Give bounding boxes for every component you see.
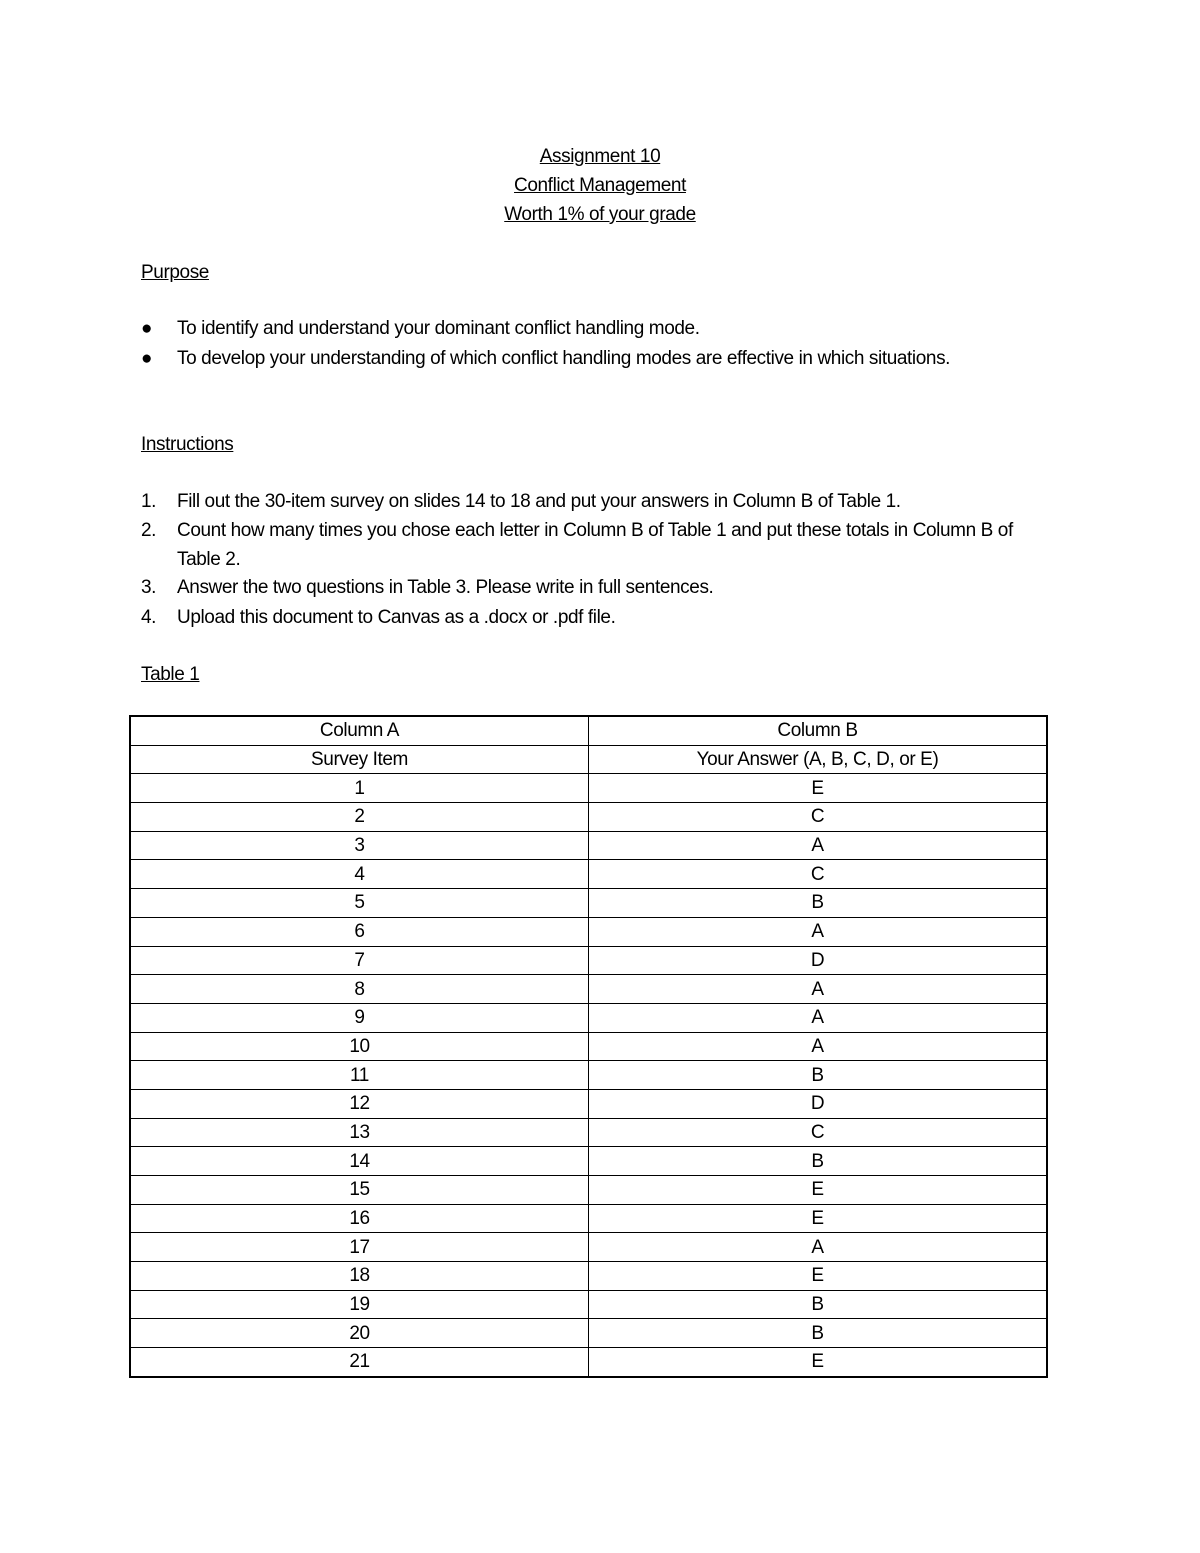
answer-cell: E <box>589 1348 1048 1377</box>
survey-item-cell: 21 <box>130 1348 589 1377</box>
survey-item-cell: 2 <box>130 803 589 832</box>
table-row <box>130 1147 1047 1176</box>
survey-item-cell: 18 <box>130 1262 589 1291</box>
purpose-heading: Purpose <box>141 262 209 283</box>
answer-cell: A <box>589 831 1048 860</box>
table-row <box>130 831 1047 860</box>
table-row <box>130 889 1047 918</box>
survey-item-cell: 4 <box>130 860 589 889</box>
instructions-heading: Instructions <box>141 434 234 455</box>
table-row <box>130 1061 1047 1090</box>
answer-cell: D <box>589 946 1048 975</box>
survey-item-cell: 14 <box>130 1147 589 1176</box>
answer-cell: D <box>589 1089 1048 1118</box>
bullet-icon: ● <box>141 318 153 339</box>
table-row <box>130 917 1047 946</box>
survey-item-cell: 11 <box>130 1061 589 1090</box>
survey-item-cell: 7 <box>130 946 589 975</box>
answer-cell: E <box>589 774 1048 803</box>
answer-cell: B <box>589 1147 1048 1176</box>
grade-weight: Worth 1% of your grade <box>504 204 696 225</box>
answer-cell: C <box>589 803 1048 832</box>
survey-item-cell: 12 <box>130 1089 589 1118</box>
table-row <box>130 975 1047 1004</box>
table-row <box>130 860 1047 889</box>
survey-item-cell: 20 <box>130 1319 589 1348</box>
answer-cell: A <box>589 1233 1048 1262</box>
table-row <box>130 1176 1047 1205</box>
answer-cell: B <box>589 889 1048 918</box>
table-row <box>130 1319 1047 1348</box>
assignment-subtitle: Conflict Management <box>514 175 686 196</box>
assignment-title: Assignment 10 <box>539 146 661 167</box>
survey-item-cell: 6 <box>130 917 589 946</box>
table-row <box>130 1089 1047 1118</box>
table-row <box>130 946 1047 975</box>
answer-cell: A <box>589 1032 1048 1061</box>
survey-item-cell: 5 <box>130 889 589 918</box>
table-row <box>130 1204 1047 1233</box>
table-row <box>130 774 1047 803</box>
answer-cell: E <box>589 1176 1048 1205</box>
survey-item-cell: 1 <box>130 774 589 803</box>
table-header-row: Survey Item Your Answer (A, B, C, D, or E) <box>130 745 1047 774</box>
survey-item-cell: 9 <box>130 1003 589 1032</box>
table1-heading: Table 1 <box>141 664 200 685</box>
answer-cell: C <box>589 1118 1048 1147</box>
survey-item-cell: 16 <box>130 1204 589 1233</box>
answer-cell: B <box>589 1290 1048 1319</box>
answer-cell: A <box>589 917 1048 946</box>
table-row <box>130 803 1047 832</box>
table-row <box>130 1032 1047 1061</box>
survey-item-cell: 10 <box>130 1032 589 1061</box>
survey-item-cell: 8 <box>130 975 589 1004</box>
answer-cell: B <box>589 1061 1048 1090</box>
survey-item-cell: 13 <box>130 1118 589 1147</box>
answer-cell: E <box>589 1262 1048 1291</box>
table-row <box>130 1233 1047 1262</box>
table1 <box>129 715 1048 1378</box>
table-row <box>130 1262 1047 1291</box>
survey-item-cell: 3 <box>130 831 589 860</box>
title-block <box>0 142 1200 229</box>
table-row <box>130 1118 1047 1147</box>
table-header-row: Column A Column B <box>130 716 1047 745</box>
table-row <box>130 1003 1047 1032</box>
answer-cell: A <box>589 975 1048 1004</box>
bullet-icon: ● <box>141 348 153 369</box>
survey-item-cell: 19 <box>130 1290 589 1319</box>
answer-cell: B <box>589 1319 1048 1348</box>
answer-cell: C <box>589 860 1048 889</box>
survey-item-cell: 15 <box>130 1176 589 1205</box>
answer-cell: A <box>589 1003 1048 1032</box>
table-row <box>130 1348 1047 1377</box>
survey-item-cell: 17 <box>130 1233 589 1262</box>
table-row <box>130 1290 1047 1319</box>
answer-cell: E <box>589 1204 1048 1233</box>
